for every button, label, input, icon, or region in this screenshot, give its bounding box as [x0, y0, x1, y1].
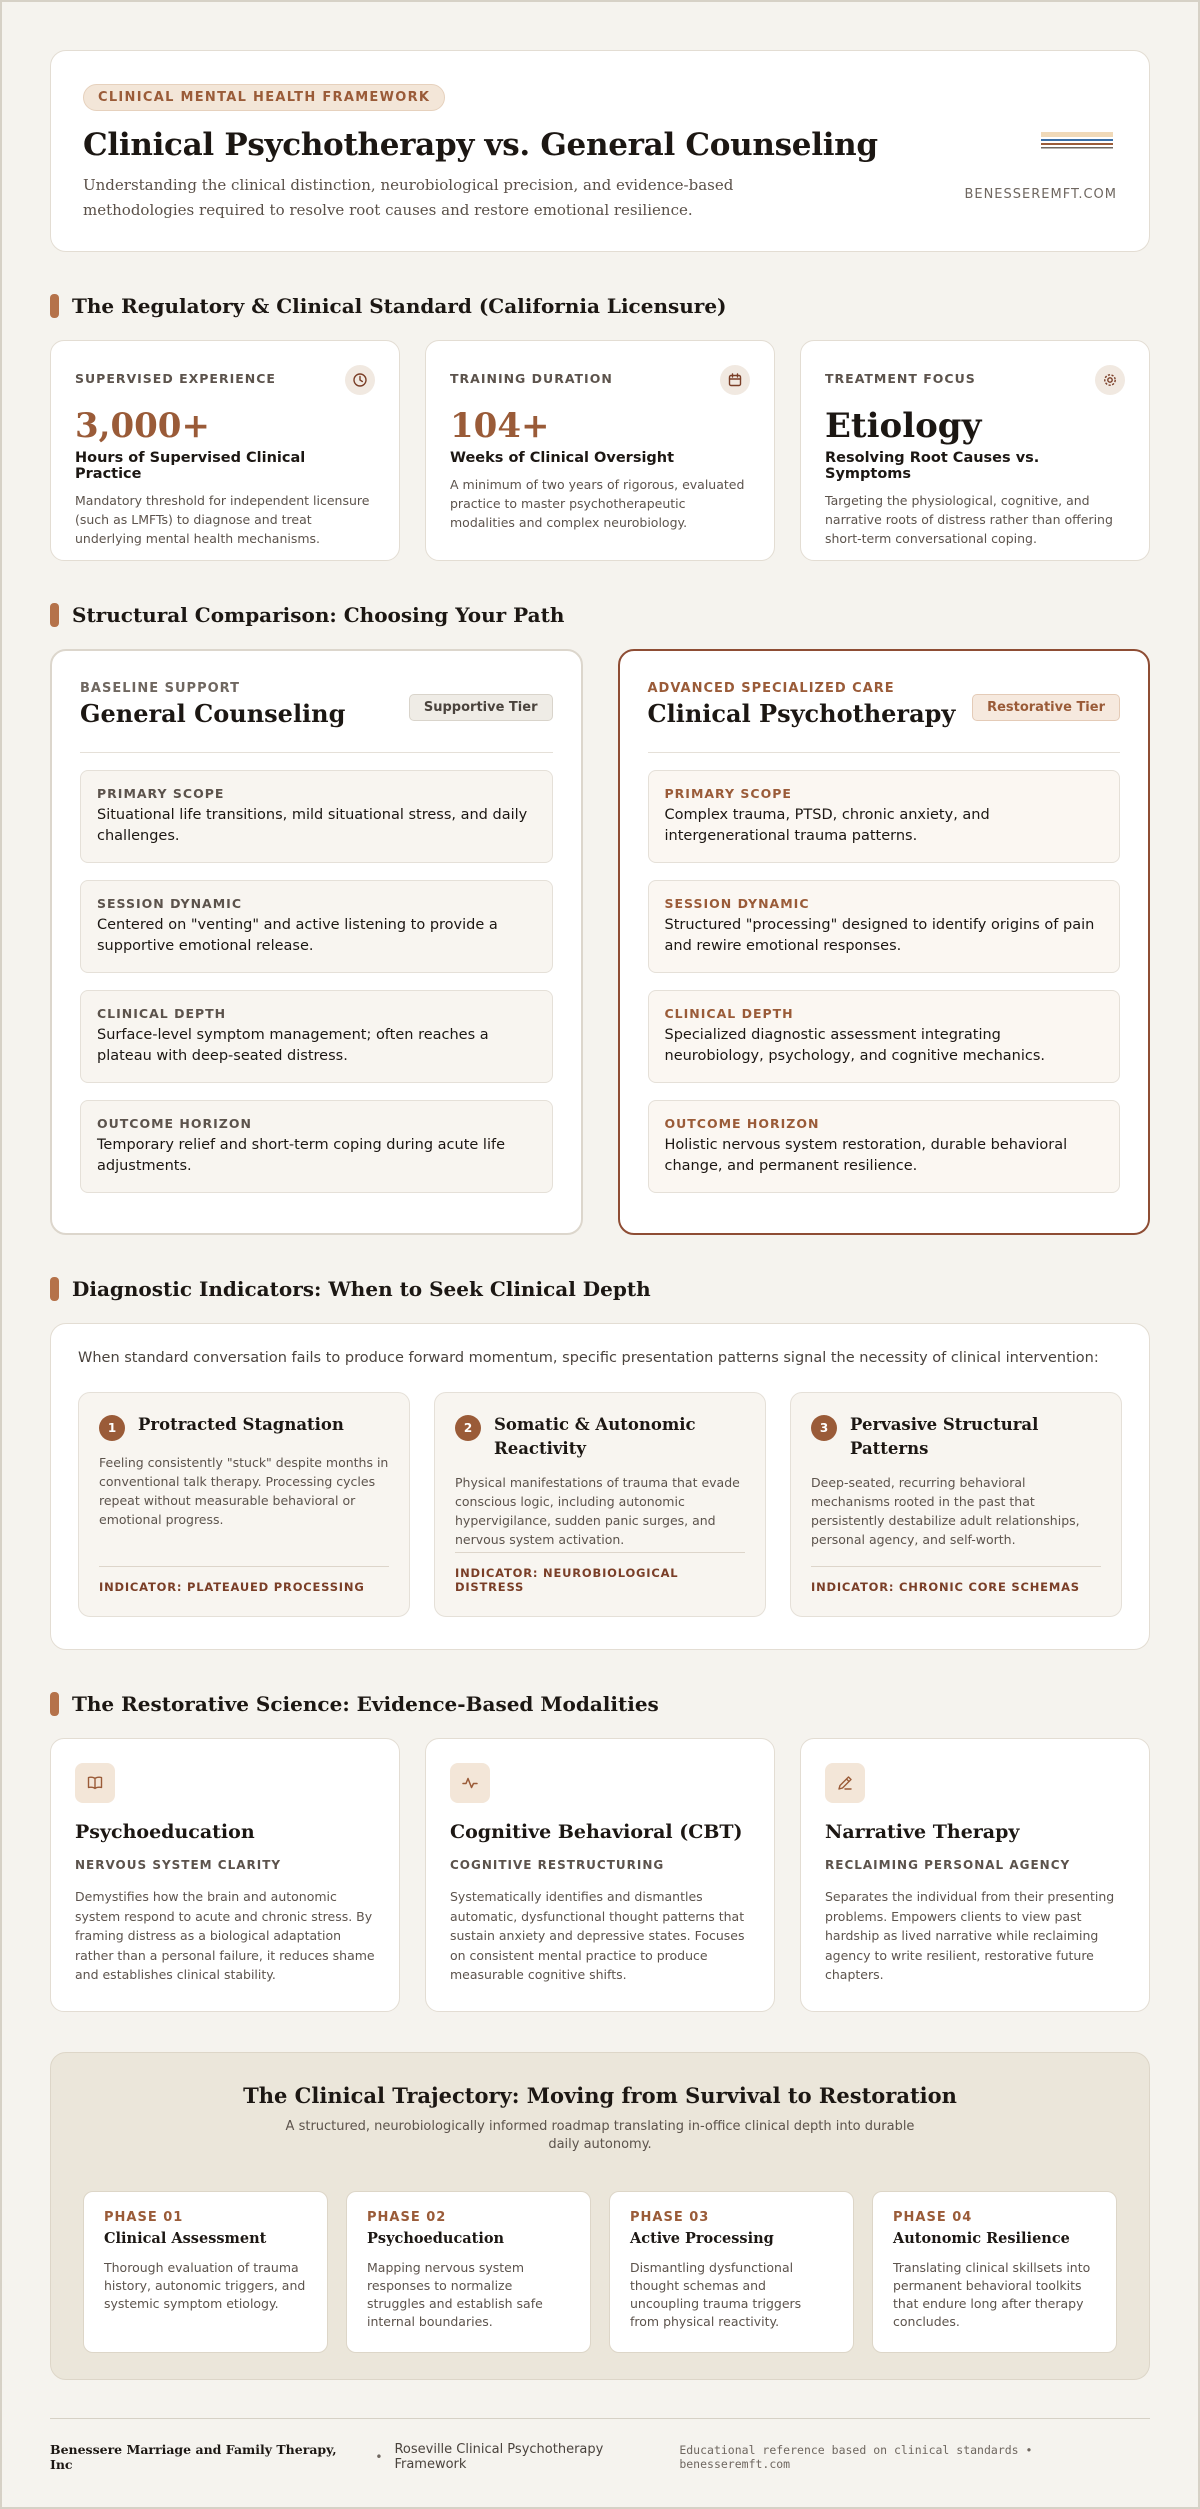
phase-text: Translating clinical skillsets into permanent behavioral toolkits that endure long after therapy concludes.	[893, 2260, 1091, 2329]
stat-card-training-duration	[425, 340, 775, 561]
book-icon	[75, 1763, 115, 1803]
divider	[648, 752, 1121, 753]
stat-label: TRAINING DURATION	[450, 371, 613, 386]
clock-icon	[345, 365, 375, 395]
row-text: Situational life transitions, mild situational stress, and daily challenges.	[97, 807, 528, 844]
row-text: Centered on "venting" and active listening to provide a supportive emotional release.	[97, 917, 498, 954]
section-title: Structural Comparison: Choosing Your Path	[72, 603, 565, 627]
indicator-card	[78, 1392, 410, 1617]
indicator-text: Deep-seated, recurring behavioral mechanisms rooted in the past that persistently destabilize adult relationships, personal agency, and self-worth.	[811, 1475, 1080, 1547]
page-description: Understanding the clinical distinction, neurobiological precision, and evidence-based methodologies required to resolve root causes and restore emotional resilience.	[83, 176, 734, 219]
phase-title: Clinical Assessment	[104, 2230, 267, 2247]
row-label: OUTCOME HORIZON	[664, 1116, 820, 1131]
section-accent-bar	[50, 294, 59, 318]
tier-badge: Supportive Tier	[409, 694, 553, 721]
phase-label: PHASE 04	[893, 2210, 973, 2225]
stat-subtitle: Resolving Root Causes vs. Symptoms	[825, 450, 1040, 482]
stat-value: Etiology	[825, 406, 982, 446]
indicator-text: Feeling consistently "stuck" despite months in conventional talk therapy. Processing cycles repeat without measurable behavioral or emotional progress.	[99, 1455, 389, 1527]
gear-icon	[1095, 365, 1125, 395]
section-title: The Regulatory & Clinical Standard (California Licensure)	[72, 294, 727, 318]
pulse-icon	[450, 1763, 490, 1803]
stat-cards	[50, 340, 1150, 561]
comparison-columns	[50, 649, 1150, 1235]
modality-title: Cognitive Behavioral (CBT)	[450, 1821, 743, 1843]
row-label: PRIMARY SCOPE	[97, 786, 225, 801]
section-accent-bar	[50, 1692, 59, 1716]
indicator-tag: INDICATOR: CHRONIC CORE SCHEMAS	[811, 1566, 1101, 1594]
modality-text: Demystifies how the brain and autonomic system respond to acute and chronic stress. By framing distress as a biological adaptation rather than a personal failure, it reduces shame and establishes clinical stability.	[75, 1889, 375, 1982]
indicator-card	[790, 1392, 1122, 1617]
phase-title: Active Processing	[630, 2230, 774, 2247]
section-title: Diagnostic Indicators: When to Seek Clinical Depth	[72, 1277, 651, 1301]
row-text: Surface-level symptom management; often reaches a plateau with deep-seated distress.	[97, 1027, 489, 1064]
modality-tag: RECLAIMING PERSONAL AGENCY	[825, 1858, 1071, 1872]
phase-text: Thorough evaluation of trauma history, autonomic triggers, and systemic symptom etiology.	[104, 2260, 306, 2311]
indicator-number: 3	[811, 1415, 837, 1441]
section-header-comparison	[50, 601, 1150, 629]
comparison-row	[80, 1100, 553, 1193]
modality-cards	[50, 1738, 1150, 2012]
modality-tag: COGNITIVE RESTRUCTURING	[450, 1858, 665, 1872]
phase-list	[83, 2191, 1117, 2353]
section-header-diagnostic	[50, 1275, 1150, 1303]
column-kicker: ADVANCED SPECIALIZED CARE	[647, 681, 895, 696]
comparison-row	[648, 880, 1121, 973]
phase-card	[609, 2191, 854, 2353]
footer-note: Educational reference based on clinical standards • benesseremft.com	[679, 2443, 1033, 2471]
comparison-row	[648, 1100, 1121, 1193]
stat-subtitle: Weeks of Clinical Oversight	[450, 450, 675, 466]
divider	[80, 752, 553, 753]
stat-label: SUPERVISED EXPERIENCE	[75, 371, 276, 386]
indicator-card	[434, 1392, 766, 1617]
row-label: CLINICAL DEPTH	[664, 1006, 794, 1021]
section-header-modalities	[50, 1690, 1150, 1718]
stat-description: A minimum of two years of rigorous, evaluated practice to master psychotherapeutic modalities and complex neurobiology.	[450, 477, 745, 530]
tier-badge: Restorative Tier	[972, 694, 1120, 721]
comparison-row	[648, 770, 1121, 863]
indicator-tag: INDICATOR: NEUROBIOLOGICAL DISTRESS	[455, 1552, 745, 1594]
footer-framework: Roseville Clinical Psychotherapy Framework	[394, 2442, 604, 2472]
row-label: SESSION DYNAMIC	[664, 896, 810, 911]
column-kicker: BASELINE SUPPORT	[80, 681, 240, 696]
page-footer	[50, 2418, 1150, 2472]
site-url[interactable]: BENESSEREMFT.COM	[964, 187, 1117, 202]
comparison-row	[80, 880, 553, 973]
modality-title: Psychoeducation	[75, 1821, 255, 1843]
indicator-text: Physical manifestations of trauma that evade conscious logic, including autonomic hypervigilance, sudden panic surges, and nervous system activation.	[455, 1475, 740, 1547]
modality-title: Narrative Therapy	[825, 1821, 1020, 1843]
framework-pill: CLINICAL MENTAL HEALTH FRAMEWORK	[83, 84, 445, 111]
row-text: Specialized diagnostic assessment integrating neurobiology, psychology, and cognitive mechanics.	[664, 1027, 1046, 1064]
row-text: Structured "processing" designed to identify origins of pain and rewire emotional responses.	[664, 917, 1095, 954]
row-label: PRIMARY SCOPE	[664, 786, 792, 801]
general-counseling-column	[50, 649, 583, 1235]
column-title: General Counseling	[80, 699, 346, 728]
modality-tag: NERVOUS SYSTEM CLARITY	[75, 1858, 282, 1872]
section-title: The Restorative Science: Evidence-Based Modalities	[72, 1692, 659, 1716]
row-text: Temporary relief and short-term coping during acute life adjustments.	[97, 1137, 506, 1174]
modality-text: Separates the individual from their presenting problems. Empowers clients to view past hardship as lived narrative while reclaiming agency to write resilient, restorative future chapters.	[825, 1889, 1115, 1982]
indicator-title: Protracted Stagnation	[138, 1415, 344, 1434]
trajectory-title: The Clinical Trajectory: Moving from Survival to Restoration	[243, 2083, 957, 2108]
phase-card	[83, 2191, 328, 2353]
indicator-tag: INDICATOR: PLATEAUED PROCESSING	[99, 1566, 389, 1594]
indicator-title: Somatic & Autonomic Reactivity	[494, 1415, 696, 1458]
modality-card-narrative	[800, 1738, 1150, 2012]
calendar-icon	[720, 365, 750, 395]
section-accent-bar	[50, 1277, 59, 1301]
section-accent-bar	[50, 603, 59, 627]
phase-text: Mapping nervous system responses to normalize struggles and establish safe internal boundaries.	[367, 2260, 543, 2329]
indicator-number: 1	[99, 1415, 125, 1441]
stat-label: TREATMENT FOCUS	[825, 371, 976, 386]
section-header-regulatory	[50, 292, 1150, 320]
row-label: CLINICAL DEPTH	[97, 1006, 227, 1021]
page-title: Clinical Psychotherapy vs. General Counseling	[83, 127, 878, 163]
modality-card-cbt	[425, 1738, 775, 2012]
phase-label: PHASE 03	[630, 2210, 710, 2225]
phase-card	[346, 2191, 591, 2353]
row-label: OUTCOME HORIZON	[97, 1116, 252, 1131]
diagnostic-card	[50, 1323, 1150, 1650]
comparison-row	[80, 770, 553, 863]
trajectory-panel	[50, 2052, 1150, 2380]
stat-value: 3,000+	[75, 406, 210, 446]
phase-label: PHASE 01	[104, 2210, 184, 2225]
hero-card	[50, 50, 1150, 252]
comparison-row	[648, 990, 1121, 1083]
stat-card-supervised-experience	[50, 340, 400, 561]
footer-separator: •	[375, 2450, 383, 2464]
footer-brand: Benessere Marriage and Family Therapy, Inc	[50, 2442, 337, 2472]
phase-label: PHASE 02	[367, 2210, 447, 2225]
stat-value: 104+	[450, 406, 550, 446]
modality-card-psychoeducation	[50, 1738, 400, 2012]
indicator-list	[78, 1392, 1122, 1617]
column-title: Clinical Psychotherapy	[647, 699, 956, 728]
phase-title: Autonomic Resilience	[893, 2230, 1070, 2247]
comparison-row	[80, 990, 553, 1083]
page-content	[50, 50, 1150, 2380]
phase-card	[872, 2191, 1117, 2353]
benessere-logo	[1041, 129, 1113, 151]
phase-title: Psychoeducation	[367, 2230, 505, 2247]
stat-description: Mandatory threshold for independent licensure (such as LMFTs) to diagnose and treat underlying mental health mechanisms.	[75, 493, 370, 546]
row-text: Holistic nervous system restoration, durable behavioral change, and permanent resilience.	[664, 1137, 1068, 1174]
diagnostic-intro: When standard conversation fails to produce forward momentum, specific presentation patterns signal the necessity of clinical intervention:	[78, 1350, 1099, 1366]
row-text: Complex trauma, PTSD, chronic anxiety, and intergenerational trauma patterns.	[664, 807, 990, 844]
stat-description: Targeting the physiological, cognitive, and narrative roots of distress rather than offering short-term conversational coping.	[825, 493, 1113, 546]
trajectory-subtitle: A structured, neurobiologically informed roadmap translating in-office clinical depth into durable daily autonomy.	[285, 2119, 915, 2152]
phase-text: Dismantling dysfunctional thought schemas and uncoupling trauma triggers from physical reactivity.	[630, 2260, 802, 2329]
indicator-title: Pervasive Structural Patterns	[850, 1415, 1039, 1458]
modality-text: Systematically identifies and dismantles automatic, dysfunctional thought patterns that sustain anxiety and depressive states. Focuses on consistent mental practice to produce measurable cognitive shifts.	[450, 1889, 745, 1982]
pen-icon	[825, 1763, 865, 1803]
row-label: SESSION DYNAMIC	[97, 896, 242, 911]
stat-card-treatment-focus	[800, 340, 1150, 561]
indicator-number: 2	[455, 1415, 481, 1441]
clinical-psychotherapy-column	[618, 649, 1151, 1235]
stat-subtitle: Hours of Supervised Clinical Practice	[75, 450, 306, 482]
